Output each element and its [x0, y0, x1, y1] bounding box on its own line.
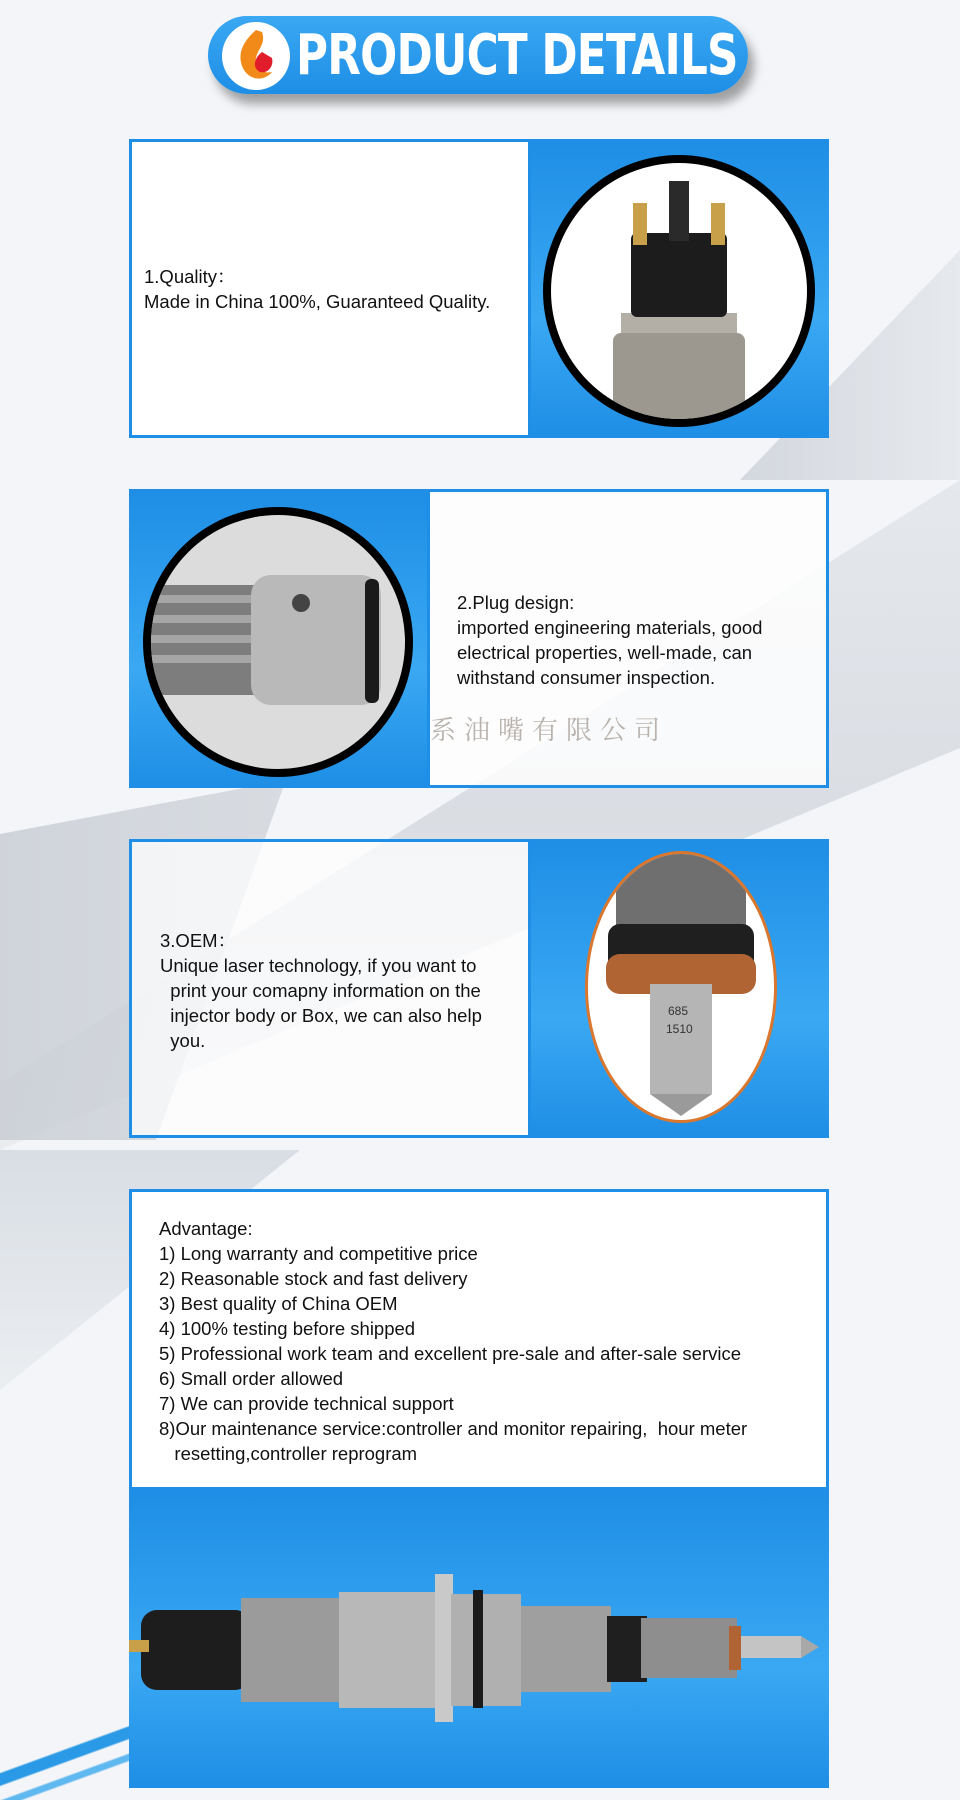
oem-description-line: Unique laser technology, if you want to — [160, 955, 477, 976]
oem-heading: 3.OEM： — [160, 930, 237, 951]
plug-text-panel — [427, 489, 829, 788]
oem-image-panel — [531, 839, 829, 1138]
advantage-item: resetting,controller reprogram — [159, 1443, 418, 1464]
advantage-item: 6) Small order allowed — [159, 1368, 344, 1389]
nozzle-tip-photo — [585, 851, 777, 1123]
advantage-item: 2) Reasonable stock and fast delivery — [159, 1268, 468, 1289]
advantage-item: 4) 100% testing before shipped — [159, 1318, 416, 1339]
advantage-item: 8)Our maintenance service:controller and monitor repairing, hour meter — [159, 1418, 748, 1439]
oem-text-panel — [129, 839, 531, 1138]
nozzle-mark: 685 — [668, 1004, 689, 1018]
advantage-item: 5) Professional work team and excellent pre-sale and after-sale service — [159, 1343, 742, 1364]
quality-description: Made in China 100%, Guaranteed Quality. — [144, 291, 491, 312]
quality-text-panel — [129, 139, 531, 438]
quality-image-panel — [531, 139, 829, 438]
advantage-item: 7) We can provide technical support — [159, 1393, 454, 1414]
nozzle-mark: 1510 — [666, 1022, 693, 1036]
fuel-injector-photo — [129, 1490, 829, 1788]
advantage-heading: Advantage: — [159, 1218, 253, 1239]
solenoid-connector-photo — [543, 155, 815, 427]
valve-body-closeup-photo — [143, 507, 413, 777]
oem-description-line: you. — [160, 1030, 206, 1051]
plug-description-line: electrical properties, well-made, can — [457, 642, 753, 663]
flame-logo-icon — [222, 22, 290, 90]
advantage-item: 3) Best quality of China OEM — [159, 1293, 398, 1314]
plug-heading: 2.Plug design: — [457, 592, 575, 613]
plug-description-line: withstand consumer inspection. — [457, 667, 716, 688]
factory-sign-text: 系油嘴有限公司 — [430, 716, 669, 746]
advantage-item: 1) Long warranty and competitive price — [159, 1243, 478, 1264]
injector-image-panel — [129, 1490, 829, 1788]
plug-description-line: imported engineering materials, good — [457, 617, 763, 638]
oem-description-line: injector body or Box, we can also help — [160, 1005, 482, 1026]
page-title: PRODUCT DETAILS — [296, 23, 738, 88]
plug-image-panel — [129, 489, 427, 788]
advantage-panel — [129, 1189, 829, 1490]
oem-description-line: print your comapny information on the — [160, 980, 481, 1001]
quality-heading: 1.Quality： — [144, 266, 236, 287]
